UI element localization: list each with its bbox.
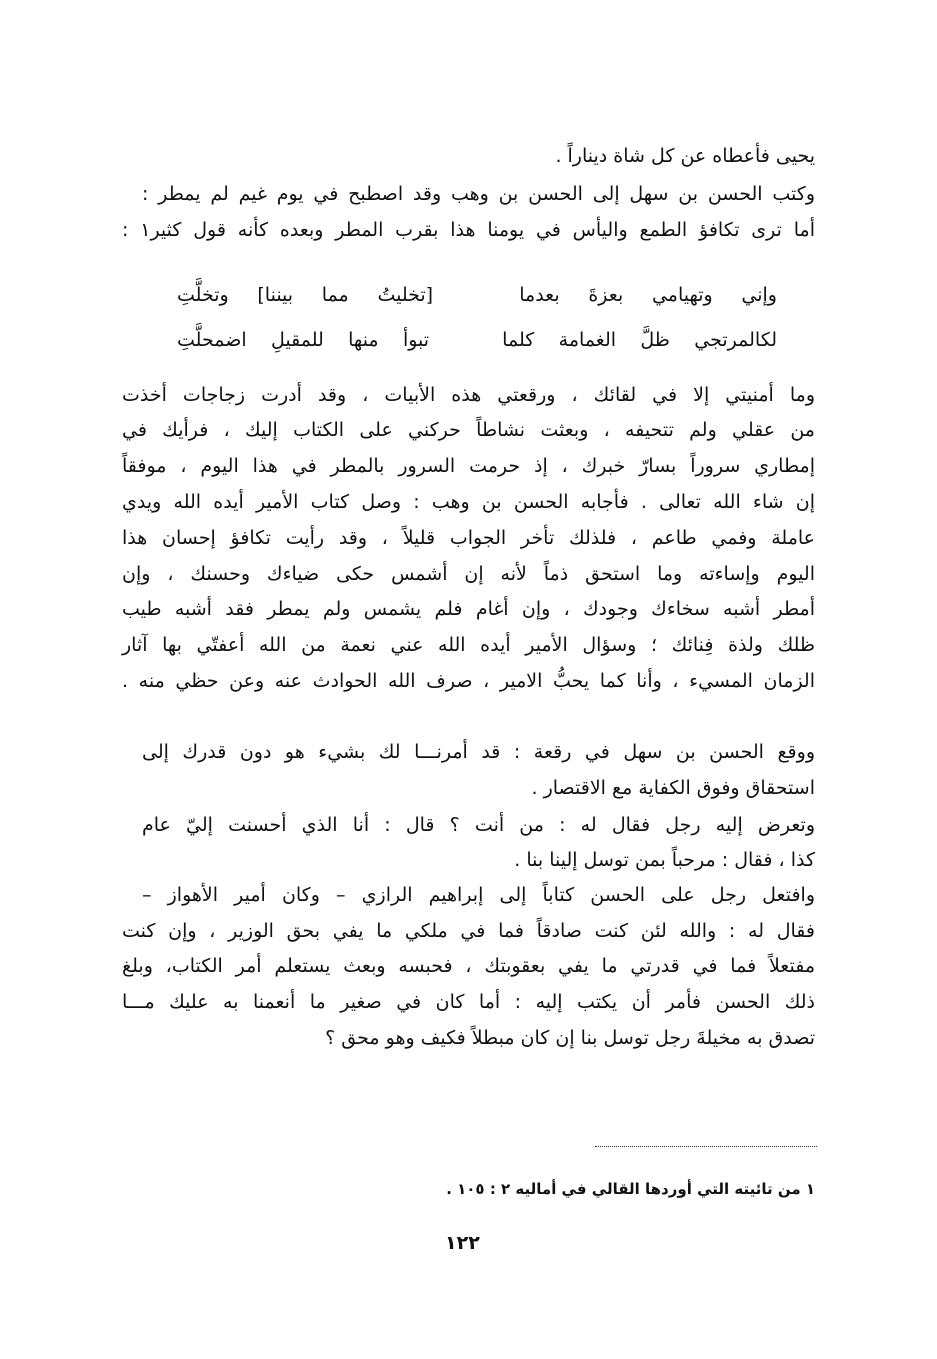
text-line: عاملة وفمي طاعم ، فلذلك تأخر الجواب قليلاً ، وقد رأيت تكافؤ إحسان هذا bbox=[122, 527, 815, 549]
text-line: ظلك ولذة فِنائك ؛ وسؤال الأمير أيده الله عني نعمة من الله أعفتّي بها آثار bbox=[122, 634, 815, 656]
footnote-divider bbox=[595, 1146, 817, 1147]
text-line: وتعرض إليه رجل فقال له : من أنت ؟ قال : أنا الذي أحسنت إليّ عام bbox=[142, 814, 815, 836]
text-line: وما أمنيتي إلا في لقائك ، ورقعتي هذه الأبيات ، وقد أدرت زجاجات أخذت bbox=[122, 384, 815, 406]
text-line: فقال له : والله لئن كنت صادقاً فما في ملكي ما يفي بحق الوزير ، وإن كنت bbox=[122, 920, 815, 942]
verse-line: وإني وتهيامي بعزةَ بعدما [تخليتُ مما بيننا] وتخلَّتِ bbox=[177, 284, 777, 306]
text-line: إمطاري سروراً بسارّ خبرك ، إذ حرمت السرور بالمطر في هذا اليوم ، موفقاً bbox=[122, 455, 815, 477]
text-line: ووقع الحسن بن سهل في رقعة : قد أمرنـــا لك بشيء هو دون قدرك إلى bbox=[142, 741, 815, 763]
text-line: أمطر أشبه سخاءك وجودك ، وإن أغام فلم يشمس ولم يمطر فقد أشبه طيب bbox=[122, 598, 815, 620]
text-line: إن شاء الله تعالى . فأجابه الحسن بن وهب : وصل كتاب الأمير أيده الله ويدي bbox=[122, 491, 815, 513]
text-line: تصدق به مخيلةَ رجل توسل بنا إن كان مبطلاً فكيف وهو محق ؟ bbox=[325, 1027, 815, 1049]
text-line: الزمان المسيء ، وأنا كما يحبُّ الامير ، صرف الله الحوادث عنه وعن حظي منه . bbox=[122, 670, 815, 692]
text-line: استحقاق وفوق الكفاية مع الاقتصار . bbox=[531, 777, 815, 799]
footnote: ١ من تائيته التي أوردها القالي في أماليه ٢ : ١٠٥ . bbox=[446, 1180, 815, 1198]
text-line: يحيى فأعطاه عن كل شاة ديناراً . bbox=[555, 145, 815, 167]
verse-line: لكالمرتجي ظلَّ الغمامة كلما تبوأ منها للمقيلِ اضمحلَّتِ bbox=[177, 329, 777, 351]
text-line: أما ترى تكافؤ الطمع واليأس في يومنا هذا بقرب المطر وبعده كأنه قول كثير١ : bbox=[122, 219, 815, 241]
text-line: اليوم وإساءته وما استحق ذماً لأنه إن أشمس حكى ضياءك وحسنك ، وإن bbox=[122, 563, 815, 585]
text-line: وافتعل رجل على الحسن كتاباً إلى إبراهيم الرازي – وكان أمير الأهواز – bbox=[142, 884, 815, 906]
page-number: ١٢٢ bbox=[445, 1232, 480, 1254]
text-line: وكتب الحسن بن سهل إلى الحسن بن وهب وقد اصطبح في يوم غيم لم يمطر : bbox=[142, 183, 815, 205]
text-line: ذلك الحسن فأمر أن يكتب إليه : أما كان في صغير ما أنعمنا به عليك مـــا bbox=[122, 991, 815, 1013]
text-line: من عقلي ولم تتحيفه ، وبعثت نشاطاً حركني على الكتاب إليك ، فرأيك في bbox=[122, 419, 815, 441]
text-line: مفتعلاً فما في قدرتي ما يفي بعقوبتك ، فحبسه وبعث يستعلم أمر الكتاب، وبلغ bbox=[122, 955, 815, 977]
text-line: كذا ، فقال : مرحباً بمن توسل إلينا بنا . bbox=[514, 849, 815, 871]
